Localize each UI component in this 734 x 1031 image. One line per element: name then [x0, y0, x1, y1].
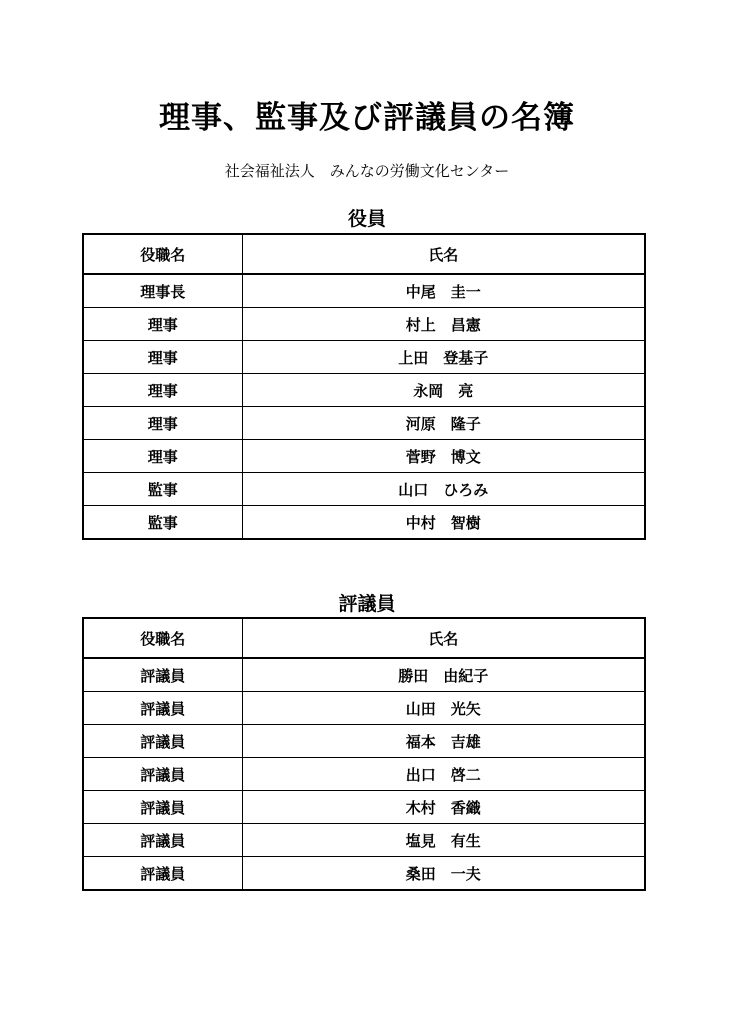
table-row: [83, 374, 645, 407]
role-cell: 理事: [83, 308, 242, 341]
role-cell: 評議員: [83, 791, 242, 824]
table-row: [83, 824, 645, 857]
name-cell: 中尾 圭一: [242, 274, 645, 308]
name-cell: 塩見 有生: [242, 824, 645, 857]
name-cell: 菅野 博文: [242, 440, 645, 473]
name-cell: 上田 登基子: [242, 341, 645, 374]
table-row: [83, 758, 645, 791]
column-header-name: 氏名: [242, 618, 645, 658]
name-cell: 出口 啓二: [242, 758, 645, 791]
name-cell: 中村 智樹: [242, 506, 645, 540]
councilors-header-row: [83, 618, 645, 658]
role-cell: 評議員: [83, 658, 242, 692]
table-row: [83, 506, 645, 540]
name-cell: 勝田 由紀子: [242, 658, 645, 692]
table-row: [83, 341, 645, 374]
table-row: [83, 407, 645, 440]
role-cell: 評議員: [83, 692, 242, 725]
table-row: [83, 473, 645, 506]
name-cell: 山口 ひろみ: [242, 473, 645, 506]
officers-header-row: [83, 234, 645, 274]
councilors-table: [82, 617, 646, 891]
councilors-heading: 評議員: [338, 593, 396, 615]
name-cell: 河原 隆子: [242, 407, 645, 440]
table-row: [83, 274, 645, 308]
name-cell: 山田 光矢: [242, 692, 645, 725]
role-cell: 監事: [83, 506, 242, 540]
page-title: 理事、監事及び評議員の名簿: [159, 100, 575, 136]
table-row: [83, 791, 645, 824]
name-cell: 村上 昌憲: [242, 308, 645, 341]
name-cell: 木村 香織: [242, 791, 645, 824]
role-cell: 理事: [83, 407, 242, 440]
table-row: [83, 440, 645, 473]
role-cell: 評議員: [83, 758, 242, 791]
officers-table: [82, 233, 646, 540]
name-cell: 桑田 一夫: [242, 857, 645, 891]
table-row: [83, 692, 645, 725]
role-cell: 監事: [83, 473, 242, 506]
role-cell: 理事: [83, 374, 242, 407]
role-cell: 理事: [83, 341, 242, 374]
name-cell: 福本 吉雄: [242, 725, 645, 758]
name-cell: 永岡 亮: [242, 374, 645, 407]
role-cell: 理事長: [83, 274, 242, 308]
organization-name: 社会福祉法人 みんなの労働文化センター: [224, 162, 510, 180]
role-cell: 評議員: [83, 857, 242, 891]
table-row: [83, 658, 645, 692]
table-row: [83, 308, 645, 341]
table-row: [83, 725, 645, 758]
role-cell: 評議員: [83, 824, 242, 857]
role-cell: 理事: [83, 440, 242, 473]
column-header-role: 役職名: [83, 618, 242, 658]
role-cell: 評議員: [83, 725, 242, 758]
officers-heading: 役員: [347, 208, 386, 230]
column-header-name: 氏名: [242, 234, 645, 274]
column-header-role: 役職名: [83, 234, 242, 274]
table-row: [83, 857, 645, 891]
